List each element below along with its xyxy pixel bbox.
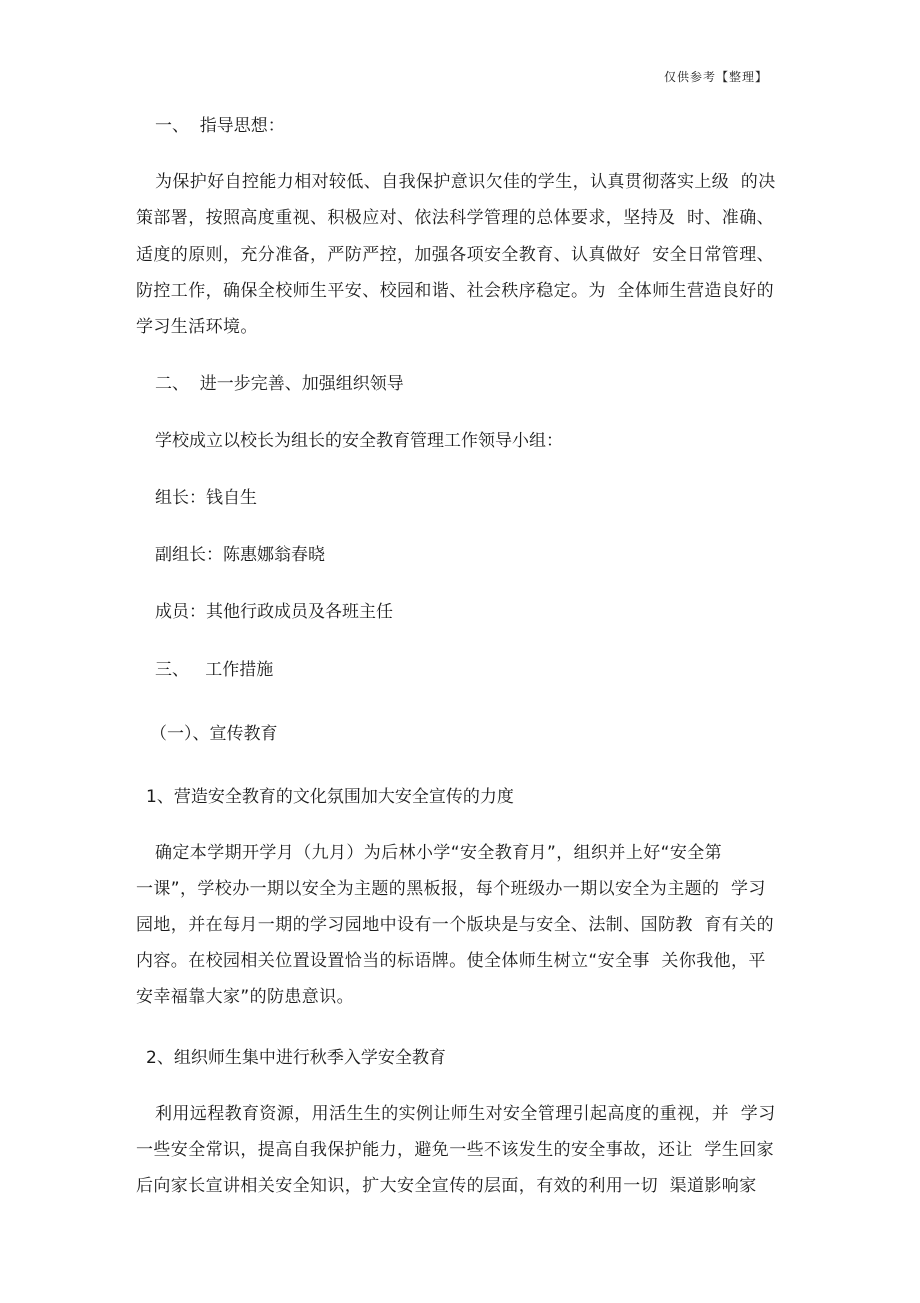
paragraph-line: 后向家长宣讲相关安全知识，扩大安全宣传的层面，有效的利用一切 渠道影响家 <box>136 1176 757 1196</box>
paragraph-line: 确定本学期开学月（九月）为后林小学“安全教育月”，组织并上好“安全第 <box>155 843 723 863</box>
paragraph-line: 利用远程教育资源，用活生生的实例让师生对安全管理引起高度的重视，并 学习 <box>155 1104 776 1124</box>
paragraph-line: 策部署，按照高度重视、积极应对、依法科学管理的总体要求，坚持及 时、准确、 <box>136 208 775 228</box>
group-deputy-leaders: 副组长：陈惠娜翁春晓 <box>155 545 325 565</box>
paragraph-line: 防控工作，确保全校师生平安、校园和谐、社会秩序稳定。为 全体师生营造良好的 <box>136 281 775 301</box>
section-1-title: 一、 指导思想： <box>155 116 285 136</box>
paragraph-line: 内容。在校园相关位置设置恰当的标语牌。使全体师生树立“安全事 关你我他，平 <box>136 951 766 971</box>
paragraph-line: 安幸福靠大家”的防患意识。 <box>136 987 355 1007</box>
paragraph-line: 园地，并在每月一期的学习园地中设有一个版块是与安全、法制、国防教 育有关的 <box>136 915 775 935</box>
header-note: 仅供参考【整理】 <box>663 70 768 84</box>
group-leader: 组长：钱自生 <box>155 488 257 508</box>
paragraph-line: 为保护好自控能力相对较低、自我保护意识欠佳的学生，认真贯彻落实上级 的决 <box>155 172 776 192</box>
section-2-intro: 学校成立以校长为组长的安全教育管理工作领导小组： <box>155 431 563 451</box>
paragraph-line: 一些安全常识，提高自我保护能力，避免一些不该发生的安全事故，还让 学生回家 <box>136 1140 775 1160</box>
item-1-title: 1、营造安全教育的文化氛围加大安全宣传的力度 <box>146 787 514 807</box>
subsection-propaganda-title: （一）、宣传教育 <box>150 724 278 744</box>
group-members: 成员：其他行政成员及各班主任 <box>155 602 393 622</box>
item-2-title: 2、组织师生集中进行秋季入学安全教育 <box>146 1048 446 1068</box>
paragraph-line: 学习生活环境。 <box>136 317 258 337</box>
paragraph-line: 一课”，学校办一期以安全为主题的黑板报，每个班级办一期以安全为主题的 学习 <box>136 879 766 899</box>
paragraph-line: 适度的原则，充分准备，严防严控，加强各项安全教育、认真做好 安全日常管理、 <box>136 245 775 265</box>
section-3-title: 三、 工作措施 <box>155 660 274 680</box>
section-2-title: 二、 进一步完善、加强组织领导 <box>155 374 404 394</box>
